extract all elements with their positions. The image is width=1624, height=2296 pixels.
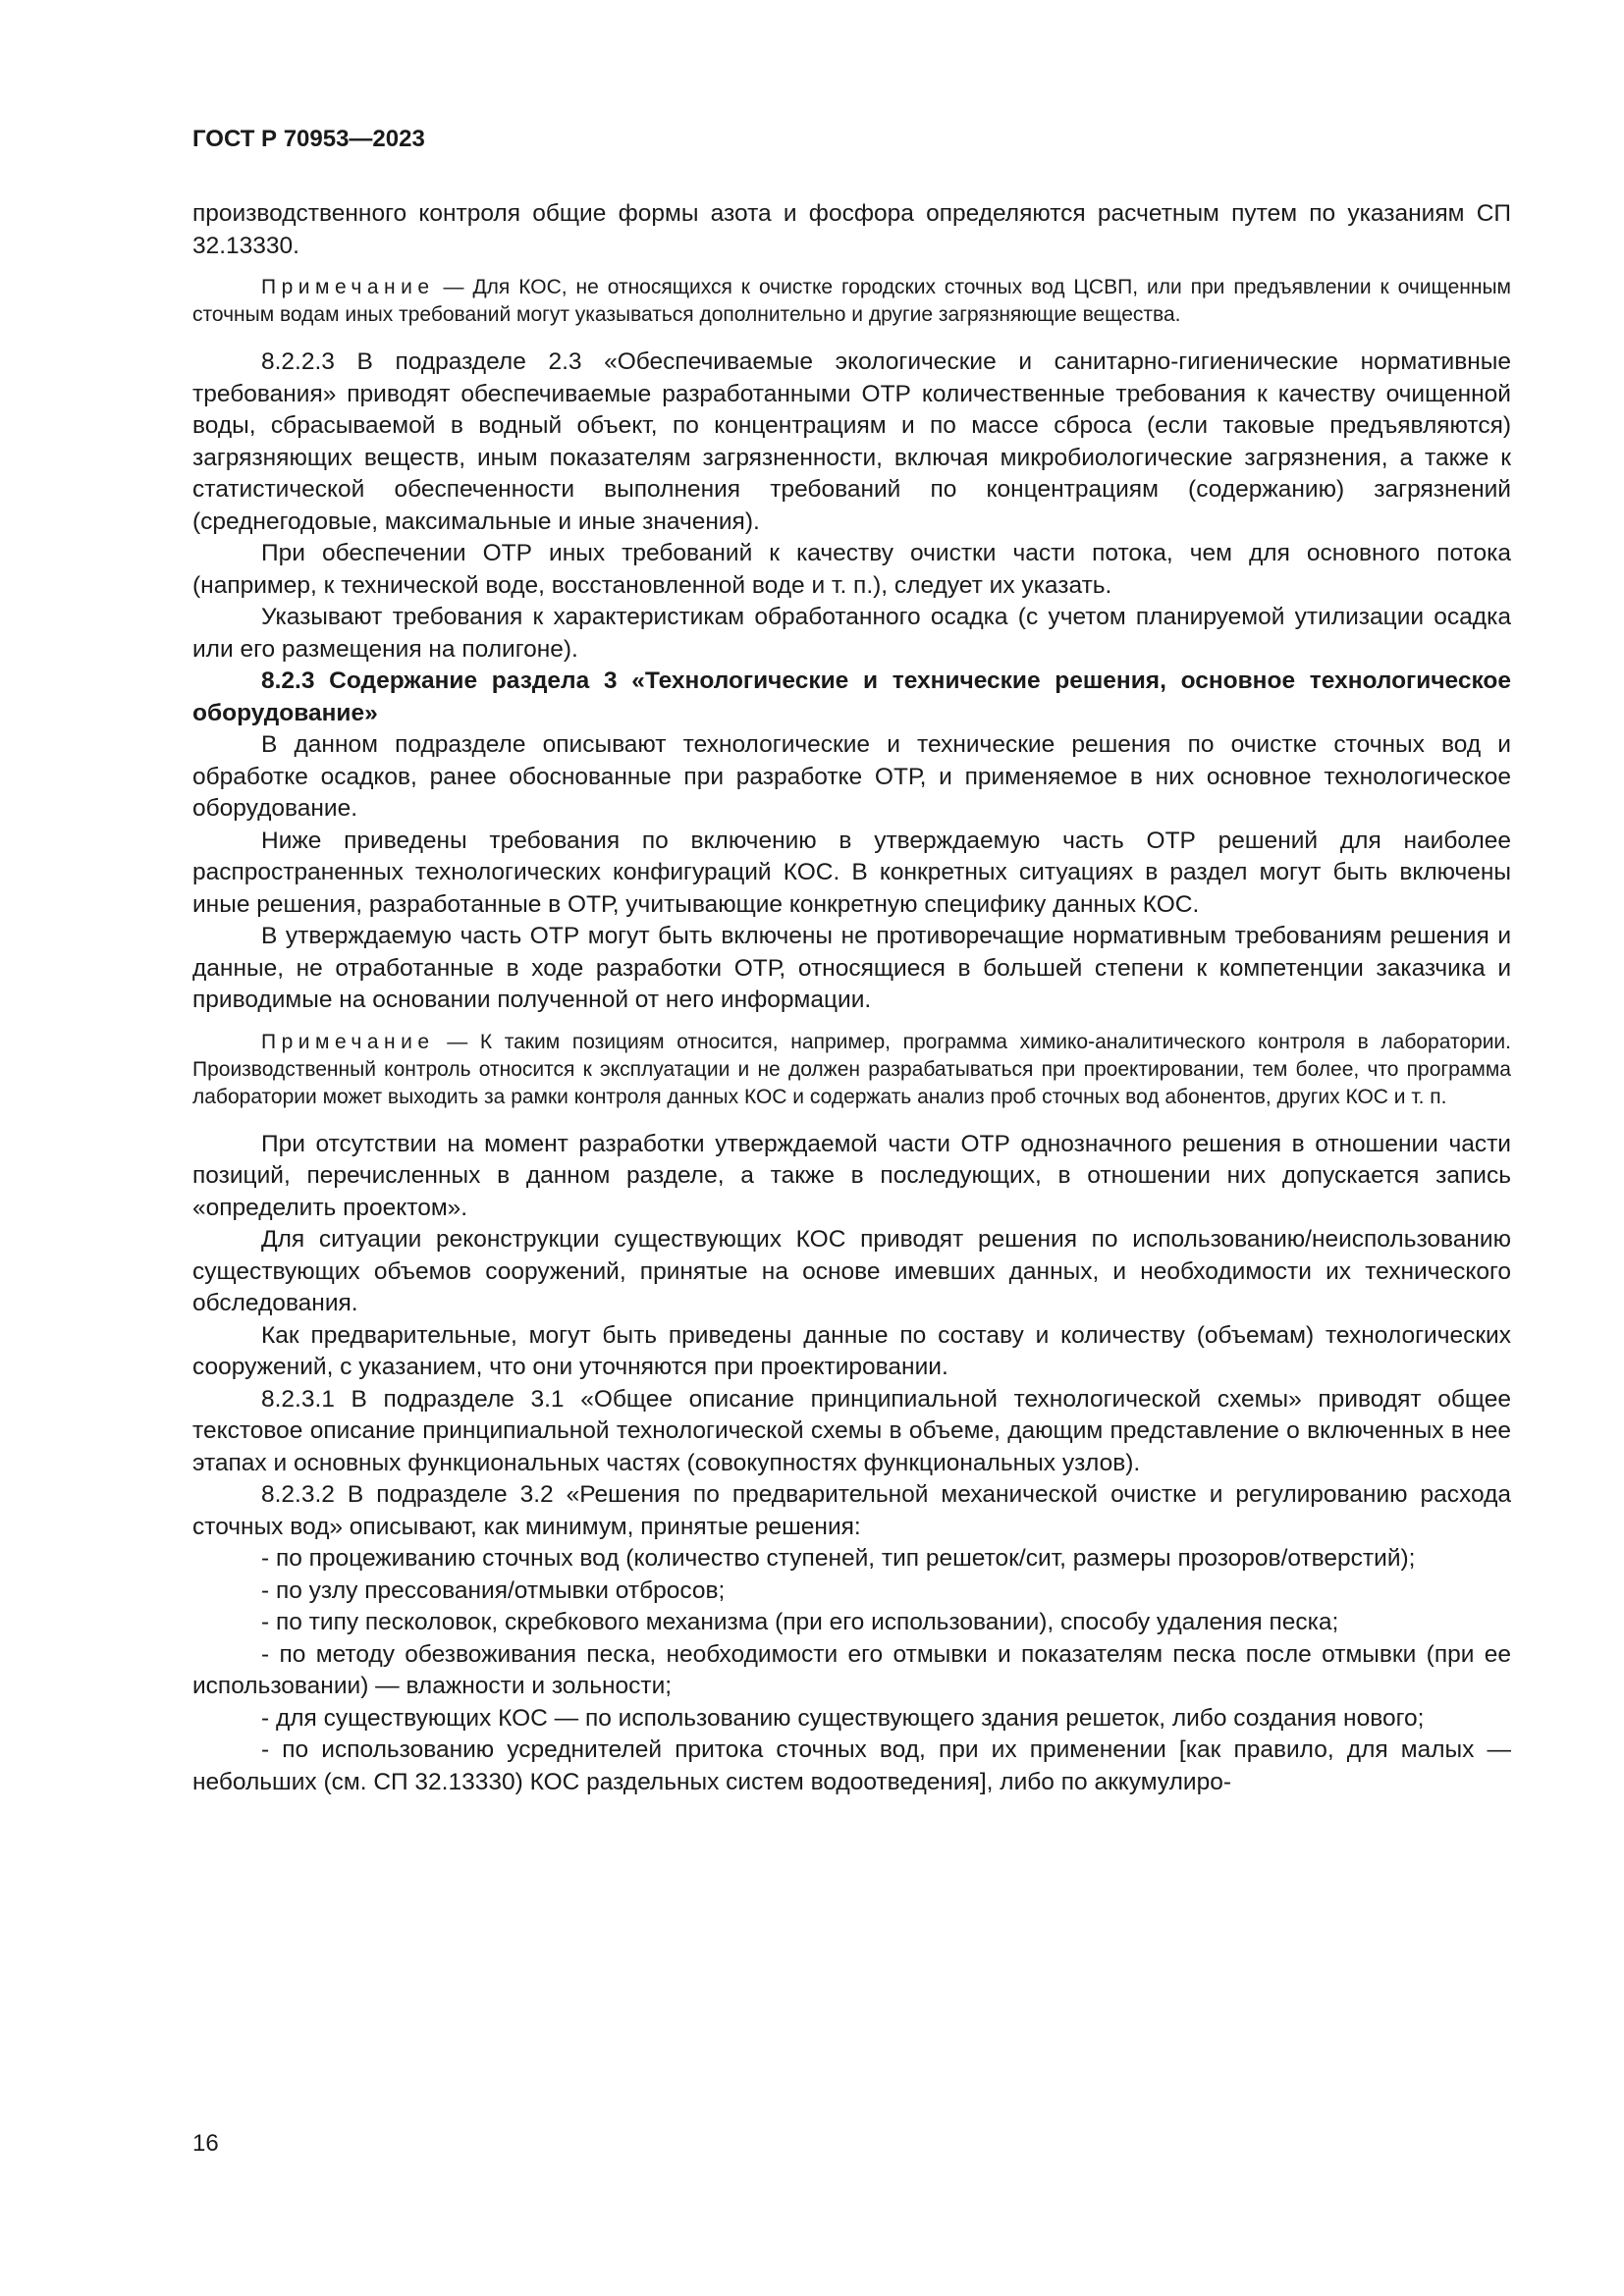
paragraph: При обеспечении ОТР иных требований к качеству очистки части потока, чем для основного потока (например, к технической воде, восстановленной воде и т. п.), следует их указать. xyxy=(192,540,1511,599)
paragraph: 8.2.2.3 В подразделе 2.3 «Обеспечиваемые экологические и санитарно-гигиенические нормативные требования» приводят обеспечиваемые разработанными ОТР количественные требования к качеству очищенной воды, сбрасываемой в водный объект, по концентрациям и по массе сброса (если таковые предъявляются) загрязняющих веществ, иным показателям загрязненности, включая микробиологические загрязнения, а также к статистической обеспеченности выполнения требований по концентрациям (содержанию) загрязнений (среднегодовые, максимальные и иные значения). xyxy=(192,348,1511,535)
paragraph: Как предварительные, могут быть приведены данные по составу и количеству (объемам) технологических сооружений, с указанием, что они уточняются при проектировании. xyxy=(192,1321,1511,1380)
paragraph: 8.2.3.1 В подразделе 3.1 «Общее описание принципиальной технологической схемы» приводят общее текстовое описание принципиальной технологической схемы в объеме, дающим представление о включенных в нее этапах и основных функциональных частях (совокупностях функциональных узлов). xyxy=(192,1385,1511,1476)
page-content xyxy=(192,128,1511,1798)
paragraph: 8.2.3.2 В подразделе 3.2 «Решения по предварительной механической очистке и регулированию расхода сточных вод» описывают, как минимум, принятые решения: xyxy=(192,1481,1511,1540)
note xyxy=(192,274,1511,329)
list-item: - для существующих КОС — по использованию существующего здания решеток, либо создания нового; xyxy=(261,1704,1425,1732)
note-text: — Для КОС, не относящихся к очистке городских сточных вод ЦСВП, или при предъявлении к очищенным сточным водам иных требований могут указываться дополнительно и другие загрязняющие вещества. xyxy=(192,276,1511,326)
paragraph: Для ситуации реконструкции существующих КОС приводят решения по использованию/неиспользованию существующих объемов сооружений, принятые на основе имевших данных, и необходимости их технического обследования. xyxy=(192,1226,1511,1316)
list-item: - по методу обезвоживания песка, необходимости его отмывки и показателям песка после отмывки (при ее использовании) — влажности и зольности; xyxy=(192,1640,1511,1699)
list-item: - по использованию усреднителей притока сточных вод, при их применении [как правило, для малых — небольших (см. СП 32.13330) КОС раздельных систем водоотведения], либо по аккумулиро- xyxy=(192,1736,1511,1795)
list-item: - по узлу прессования/отмывки отбросов; xyxy=(261,1576,726,1604)
note-text: — К таким позициям относится, например, программа химико-аналитического контроля в лаборатории. Производственный контроль относится к эксплуатации и не должен разрабатываться при проектировании, тем более, что программа лаборатории может выходить за рамки контроля данных КОС и содержать анализ проб сточных вод абонентов, других КОС и т. п. xyxy=(192,1030,1511,1108)
paragraph: В утверждаемую часть ОТР могут быть включены не противоречащие нормативным требованиям решения и данные, не отработанные в ходе разработки ОТР, относящиеся в большей степени к компетенции заказчика и приводимые на основании полученной от него информации. xyxy=(192,923,1511,1013)
list-item: - по процеживанию сточных вод (количество ступеней, тип решеток/сит, размеры прозоров/отверстий); xyxy=(261,1545,1416,1572)
paragraph: При отсутствии на момент разработки утверждаемой части ОТР однозначного решения в отношении части позиций, перечисленных в данном разделе, а также в последующих, в отношении них допускается запись «определить проектом». xyxy=(192,1130,1511,1221)
paragraph: Ниже приведены требования по включению в утверждаемую часть ОТР решений для наиболее распространенных технологических конфигураций КОС. В конкретных ситуациях в раздел могут быть включены иные решения, разработанные в ОТР, учитывающие конкретную специфику данных КОС. xyxy=(192,827,1511,918)
page-number: 16 xyxy=(192,2130,219,2157)
paragraph: Указывают требования к характеристикам обработанного осадка (с учетом планируемой утилизации осадка или его размещения на полигоне). xyxy=(192,604,1511,663)
list-item: - по типу песколовок, скребкового механизма (при его использовании), способу удаления песка; xyxy=(261,1609,1339,1635)
section-heading: 8.2.3 Содержание раздела 3 «Технологические и технические решения, основное технологическое оборудование» xyxy=(192,667,1511,726)
document-header: ГОСТ Р 70953—2023 xyxy=(192,126,425,152)
note-label: Примечание xyxy=(261,1030,435,1053)
note xyxy=(192,1029,1511,1111)
note-label: Примечание xyxy=(261,276,435,298)
paragraph: В данном подразделе описывают технологические и технические решения по очистке сточных вод и обработке осадков, ранее обоснованные при разработке ОТР, и применяемое в них основное технологическое оборудование. xyxy=(192,731,1511,822)
paragraph: производственного контроля общие формы азота и фосфора определяются расчетным путем по указаниям СП 32.13330. xyxy=(192,200,1511,259)
